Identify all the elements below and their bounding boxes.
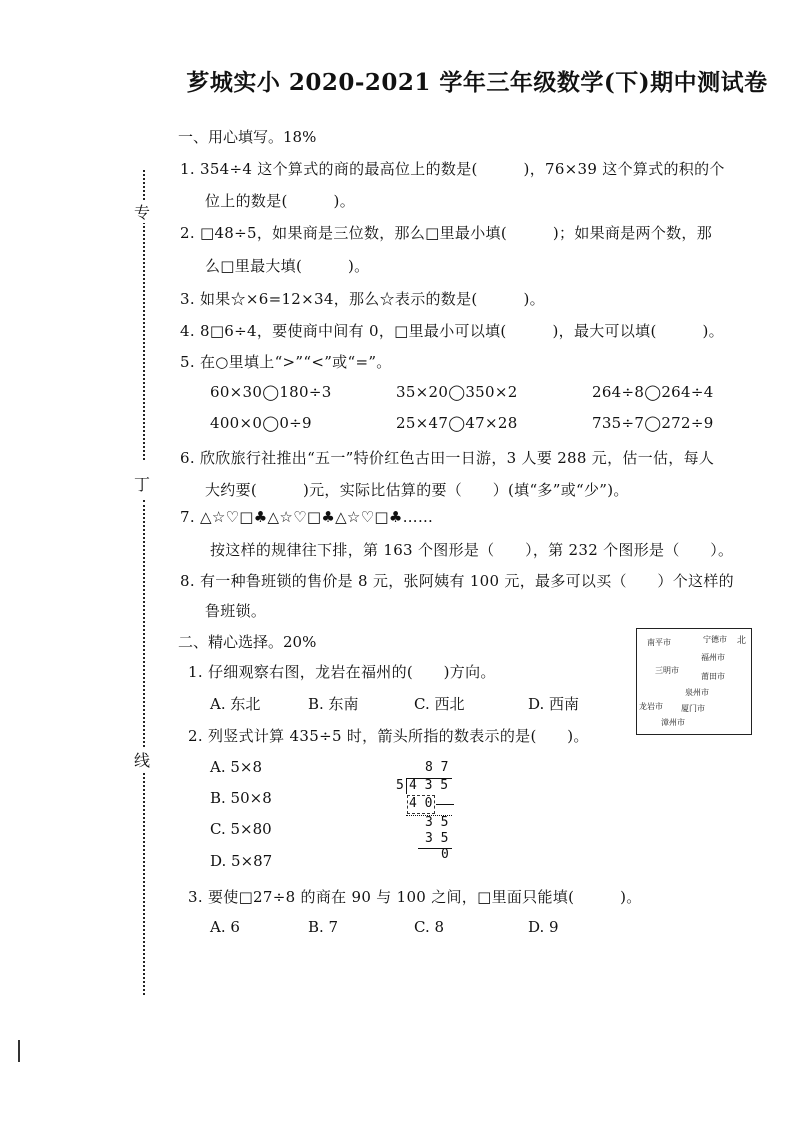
map-city: 泉州市 [685,688,709,697]
question-line: 位上的数是( )。 [205,192,356,210]
option: B. 7 [308,918,339,936]
scan-edge-mark [18,1040,20,1062]
map-city: 龙岩市 [639,702,663,711]
question-line: 2. 列竖式计算 435÷5 时，箭头所指的数表示的是( )。 [188,727,589,745]
compare-item: 35×20◯350×2 [396,383,518,401]
section1-heading: 一、用心填写。18% [178,128,317,146]
arrow-icon [436,804,454,805]
question-line: 5. 在○里填上“>”“<”或“=”。 [180,353,392,371]
question-line: 么□里最大填( )。 [205,257,370,275]
margin-mark-middle: 丁 [134,472,150,495]
division-step1-box [407,795,435,814]
option: B. 东南 [308,695,359,713]
margin-mark-top: 专 [134,200,150,223]
map-city: 漳州市 [661,718,685,727]
option: A. 6 [210,918,240,936]
compare-item: 735÷7◯272÷9 [592,414,714,432]
compare-item: 25×47◯47×28 [396,414,518,432]
question-line: 大约要( )元，实际比估算的要（ ）(填“多”或“少”)。 [205,481,629,499]
map-city: 南平市 [647,638,671,647]
option: B. 50×8 [210,789,272,807]
long-division [396,760,466,860]
map-city: 厦门市 [681,704,705,713]
question-line: 1. 354÷4 这个算式的商的最高位上的数是( )，76×39 这个算式的积的个 [180,160,725,178]
option: C. 5×80 [210,820,272,838]
question-line: 2. □48÷5，如果商是三位数，那么□里最小填( )；如果商是两个数，那 [180,224,713,242]
compare-item: 400×0◯0÷9 [210,414,312,432]
option: D. 9 [528,918,559,936]
question-line: 按这样的规律往下排，第 163 个图形是（ ），第 232 个图形是（ ）。 [210,541,734,559]
question-line: 3. 要使□27÷8 的商在 90 与 100 之间，□里面只能填( )。 [188,888,642,906]
division-final: 0 [441,847,449,862]
division-quotient: 8 7 [425,760,449,775]
compare-item: 264÷8◯264÷4 [592,383,714,401]
division-step2: 3 5 [425,831,449,846]
division-bracket-side [406,778,407,794]
option: A. 东北 [210,695,261,713]
division-remainder1: 3 5 [425,815,449,830]
section2-heading: 二、精心选择。20% [178,633,317,651]
question-line: 1. 仔细观察右图，龙岩在福州的( )方向。 [188,663,496,681]
question-line: 7. △☆♡□♣△☆♡□♣△☆♡□♣…… [180,508,434,526]
question-line: 4. 8□6÷4，要使商中间有 0，□里最小可以填( )，最大可以填( )。 [180,322,724,340]
option: C. 8 [414,918,445,936]
map-city: 莆田市 [701,672,725,681]
option: D. 西南 [528,695,580,713]
question-line: 鲁班锁。 [205,602,267,620]
compare-item: 60×30◯180÷3 [210,383,332,401]
question-line: 6. 欣欣旅行社推出“五一”特价红色古田一日游，3 人要 288 元，估一估，每人 [180,449,715,467]
option: D. 5×87 [210,852,273,870]
map-city: 三明市 [655,666,679,675]
option: A. 5×8 [210,758,263,776]
fujian-map [636,628,752,735]
map-city: 宁德市 [703,635,727,644]
division-divisor: 5 [396,778,404,793]
map-city: 福州市 [701,653,725,662]
margin-mark-bottom: 线 [134,748,150,771]
question-line: 3. 如果☆×6=12×34，那么☆表示的数是( )。 [180,290,545,308]
option: C. 西北 [414,695,465,713]
division-dividend: 4 3 5 [409,778,449,793]
division-step1: 4 0 [409,796,433,811]
map-north-label: 北 [737,636,747,646]
page-title: 芗城实小 2020-2021 学年三年级数学(下)期中测试卷 [186,69,768,96]
question-line: 8. 有一种鲁班锁的售价是 8 元，张阿姨有 100 元，最多可以买（ ）个这样的 [180,572,734,590]
